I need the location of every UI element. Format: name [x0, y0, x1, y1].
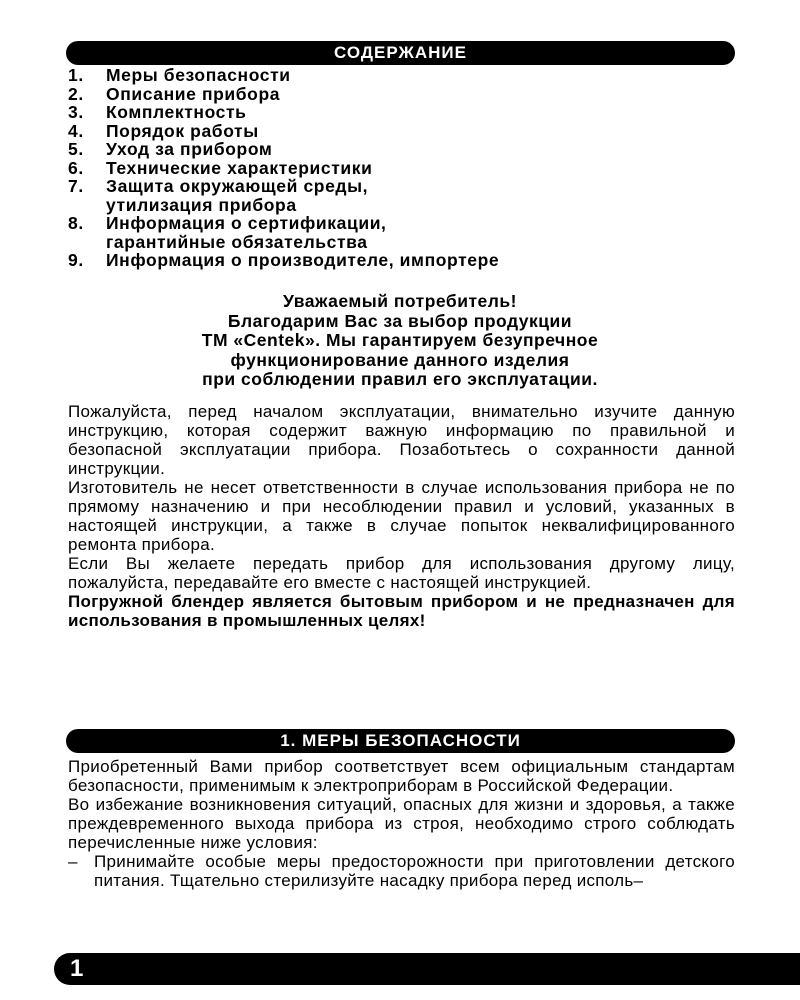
- toc-item: 7. Защита окружающей среды, утилизация прибора: [68, 176, 369, 215]
- toc-item: 8. Информация о сертификации, гарантийные обязательства: [68, 213, 387, 252]
- toc-item: 1. Меры безопасности: [68, 65, 291, 85]
- section-1-text: [68, 757, 735, 890]
- list-item-text: Принимайте особые меры предосторожности при приготовлении детского питания. Тщательно стерилизуйте насадку прибора перед исполь–: [94, 852, 735, 890]
- toc-title: СОДЕРЖАНИЕ: [334, 43, 467, 62]
- section-1-header: [66, 729, 735, 753]
- toc-item: 9. Информация о производителе, импортере: [68, 250, 500, 270]
- greeting-block: [60, 292, 740, 390]
- list-item: [68, 852, 735, 890]
- toc-item: 3. Комплектность: [68, 102, 247, 122]
- greeting-line: при соблюдении правил его эксплуатации.: [202, 369, 598, 389]
- intro-warning: Погружной блендер является бытовым прибором и не предназначен для использования в промышленных целях!: [68, 592, 735, 630]
- dash-bullet: –: [68, 852, 78, 871]
- greeting-line: Благодарим Вас за выбор продукции: [227, 310, 573, 331]
- section-paragraph: Во избежание возникновения ситуаций, опасных для жизни и здоровья, а также преждевременного выхода прибора из строя, необходимо строго соблюдать перечисленные ниже условия:: [68, 795, 735, 852]
- footer-bar: [54, 953, 800, 985]
- greeting-line: функционирование данного изделия: [230, 349, 570, 370]
- toc-item: 2. Описание прибора: [68, 83, 281, 104]
- table-of-contents: [68, 66, 738, 270]
- page-number: 1: [70, 955, 84, 982]
- toc-item: 6. Технические характеристики: [68, 157, 373, 178]
- intro-paragraph: Если Вы желаете передать прибор для использования другому лицу, пожалуйста, передавайте его вместе с настоящей инструкцией.: [68, 554, 735, 592]
- toc-item: 5. Уход за прибором: [68, 139, 273, 159]
- intro-paragraph: Изготовитель не несет ответственности в случае использования прибора не по прямому назначению и при несоблюдении правил и условий, указанных в настоящей инструкции, а также в случае попыток неквалифицированного ремонта прибора.: [68, 478, 735, 554]
- toc-header: [66, 41, 735, 65]
- intro-paragraph: Пожалуйста, перед началом эксплуатации, внимательно изучите данную инструкцию, которая содержит важную информацию по правильной и безопасной эксплуатации прибора. Позаботьтесь о сохранности данной инструкции.: [68, 402, 735, 478]
- toc-item: 4. Порядок работы: [68, 120, 259, 141]
- greeting-line: ТМ «Centek». Мы гарантируем безупречное: [201, 330, 599, 350]
- section-paragraph: Приобретенный Вами прибор соответствует всем официальным стандартам безопасности, применимым к электроприборам в Российской Федерации.: [68, 757, 735, 795]
- greeting-line: Уважаемый потребитель!: [282, 291, 517, 311]
- intro-text: [68, 402, 735, 630]
- section-1-title: 1. МЕРЫ БЕЗОПАСНОСТИ: [280, 731, 521, 750]
